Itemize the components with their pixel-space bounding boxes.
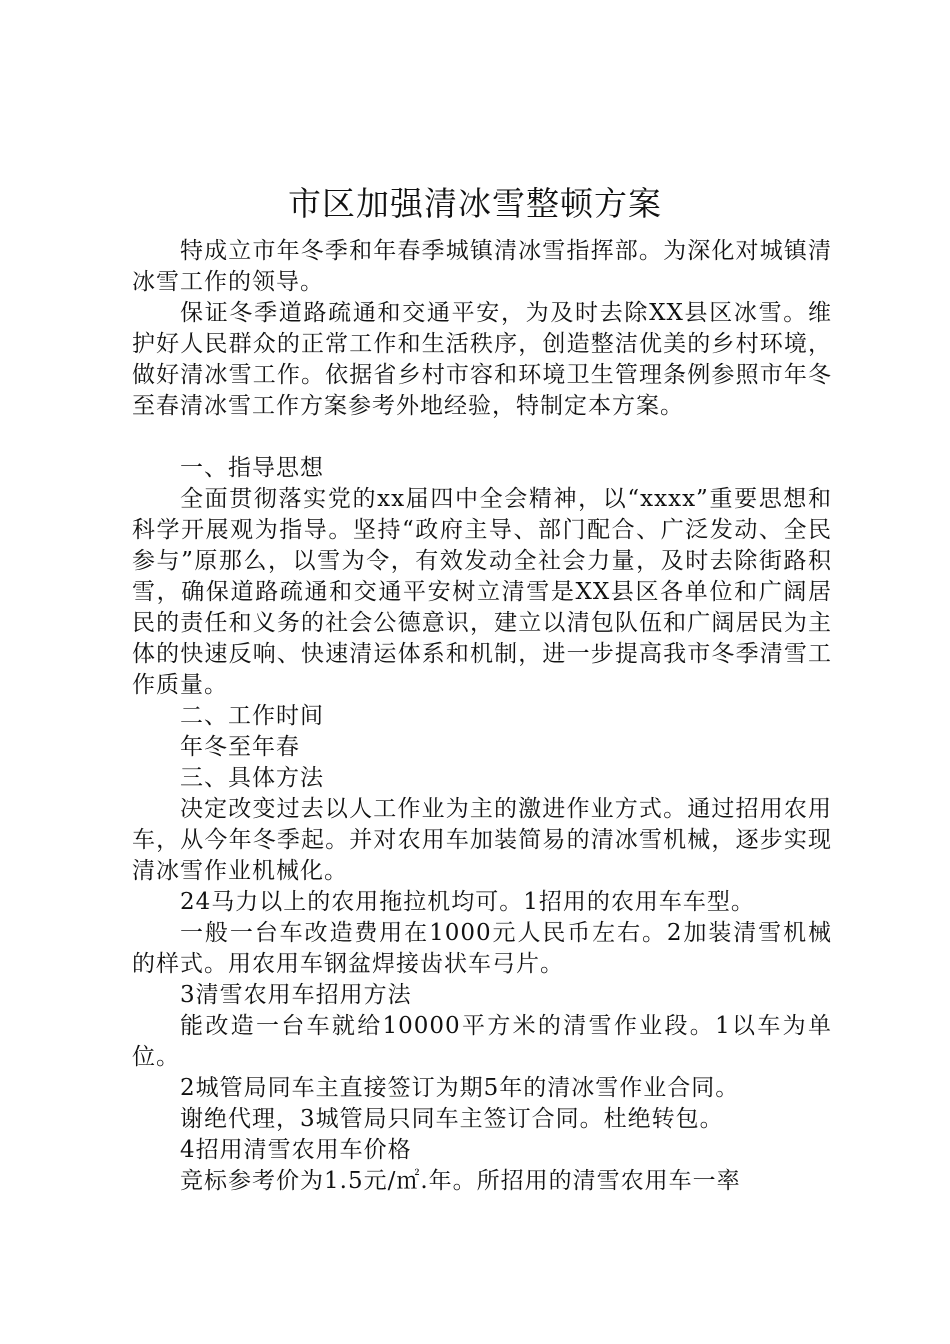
document-title: 市区加强清冰雪整顿方案: [288, 184, 662, 223]
subheading-recruit-method: 3清雪农用车招用方法: [180, 982, 412, 1008]
paragraph-guiding-thought: 全面贯彻落实党的xx届四中全会精神，以“xxxx”重要思想和科学开展观为指导。坚持“政府主导、部门配合、广泛发动、全民参与”原那么，以雪为令，有效发动全社会力量，及时去除街路积雪，确保道路疏通和交通平安树立清雪是XX县区各单位和广阔居民的责任和义务的社会公德意识，建立以清包队伍和广阔居民为主体的快速反响、快速清运体系和机制，进一步提高我市冬季清雪工作质量。: [132, 486, 832, 698]
paragraph-purpose: 保证冬季道路疏通和交通平安，为及时去除XX县区冰雪。维护好人民群众的正常工作和生活秩序，创造整洁优美的乡村环境，做好清冰雪工作。依据省乡村市容和环境卫生管理条例参照市年冬至春清冰雪工作方案参考外地经验，特制定本方案。: [132, 300, 832, 419]
paragraph-no-agent: 谢绝代理，3城管局只同车主签订合同。杜绝转包。: [180, 1106, 724, 1132]
paragraph-unit: 能改造一台车就给10000平方米的清雪作业段。1以车为单位。: [132, 1013, 832, 1070]
paragraph-equipment: 一般一台车改造费用在1000元人民币左右。2加装清雪机械的样式。用农用车钢盆焊接齿状车弓片。: [132, 920, 832, 977]
document-body: [132, 236, 832, 1197]
paragraph-intro: 特成立市年冬季和年春季城镇清冰雪指挥部。为深化对城镇清冰雪工作的领导。: [132, 238, 832, 295]
paragraph-vehicle-type: 24马力以上的农用拖拉机均可。1招用的农用车车型。: [180, 889, 755, 915]
paragraph-price: 竞标参考价为1.5元/㎡.年。所招用的清雪农用车一率: [180, 1168, 741, 1194]
paragraph-spacer: [132, 422, 832, 453]
paragraph-contract: 2城管局同车主直接签订为期5年的清冰雪作业合同。: [180, 1075, 740, 1101]
section-heading-methods: 三、具体方法: [180, 765, 324, 791]
paragraph-methods: 决定改变过去以人工作业为主的激进作业方式。通过招用农用车，从今年冬季起。并对农用车加装简易的清冰雪机械，逐步实现清冰雪作业机械化。: [132, 796, 832, 884]
paragraph-work-time: 年冬至年春: [180, 734, 300, 760]
section-heading-guiding-thought: 一、指导思想: [180, 455, 324, 481]
section-heading-work-time: 二、工作时间: [180, 703, 324, 729]
subheading-price: 4招用清雪农用车价格: [180, 1137, 412, 1163]
